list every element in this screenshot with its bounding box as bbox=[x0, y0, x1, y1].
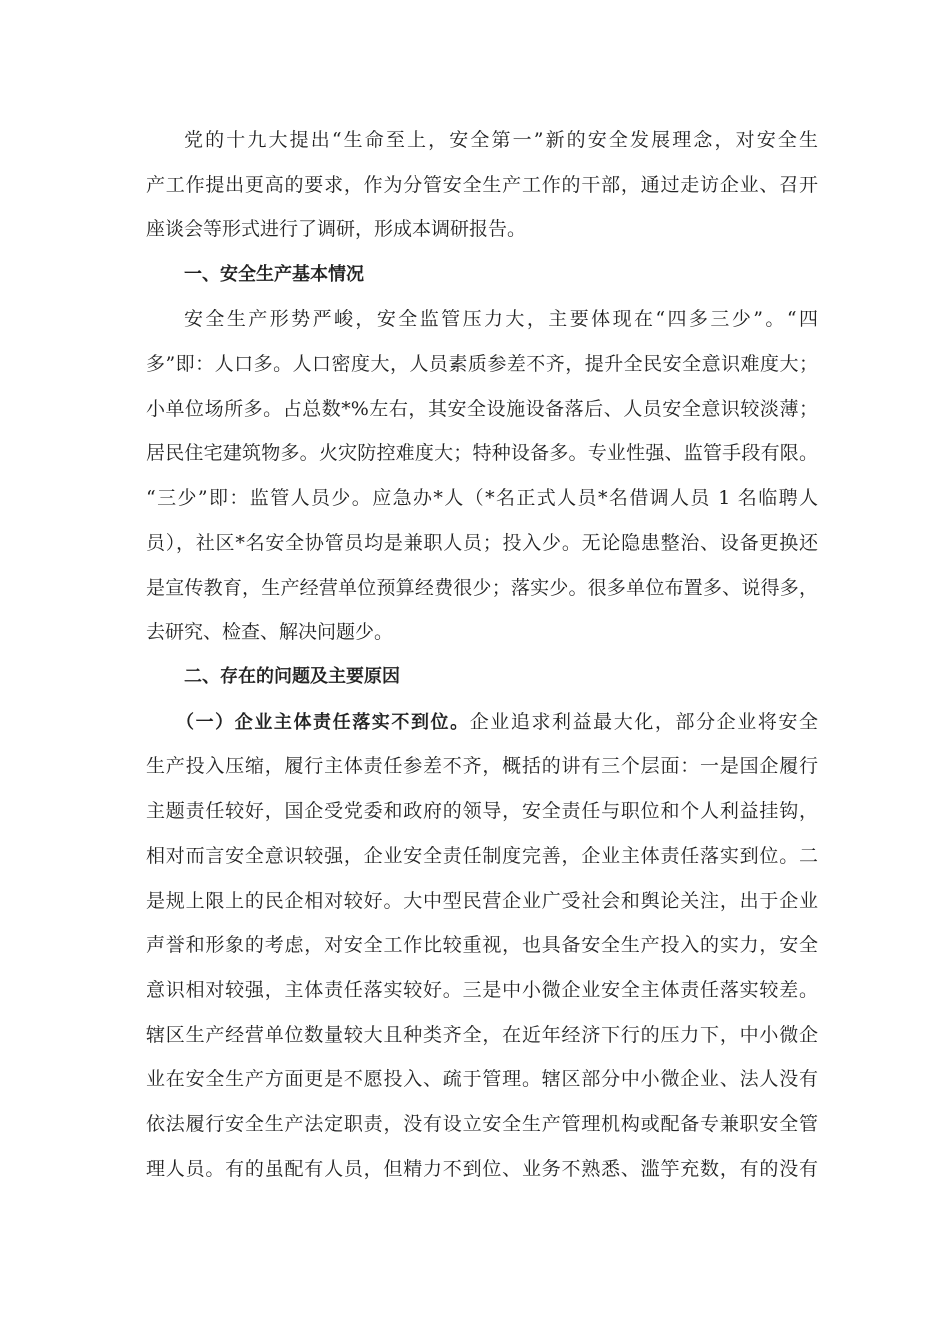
paragraph-2-line-7: 是宣传教育，生产经营单位预算经费很少；落实少。很多单位布置多、说得多， bbox=[146, 577, 818, 599]
paragraph-2-line-4: 居民住宅建筑物多。火灾防控难度大；特种设备多。专业性强、监管手段有限。 bbox=[146, 442, 818, 464]
paragraph-2-line-2: 多”即：人口多。人口密度大，人员素质参差不齐，提升全民安全意识难度大； bbox=[146, 353, 818, 375]
paragraph-2-line-5: “三少”即：监管人员少。应急办*人（*名正式人员*名借调人员 1 名临聘人 bbox=[146, 487, 818, 509]
paragraph-2-line-6: 员），社区*名安全协管员均是兼职人员；投入少。无论隐患整治、设备更换还 bbox=[146, 532, 818, 554]
paragraph-2-line-3: 小单位场所多。占总数*%左右，其安全设施设备落后、人员安全意识较淡薄； bbox=[146, 398, 818, 420]
paragraph-2-line-8: 去研究、检查、解决问题少。 bbox=[146, 621, 394, 643]
section-heading-1: 一、安全生产基本情况 bbox=[184, 264, 364, 285]
paragraph-3-line-10: 依法履行安全生产法定职责，没有设立安全生产管理机构或配备专兼职安全管 bbox=[146, 1113, 818, 1135]
paragraph-3-line-3: 主题责任较好，国企受党委和政府的领导，安全责任与职位和个人利益挂钩， bbox=[146, 800, 818, 822]
paragraph-3-line-6: 声誉和形象的考虑，对安全工作比较重视，也具备安全生产投入的实力，安全 bbox=[146, 934, 818, 956]
paragraph-2-line-1: 安全生产形势严峻，安全监管压力大，主要体现在“四多三少”。“四 bbox=[184, 308, 818, 330]
paragraph-3-line-11: 理人员。有的虽配有人员，但精力不到位、业务不熟悉、滥竽充数，有的没有 bbox=[146, 1158, 818, 1180]
paragraph-3-line-5: 是规上限上的民企相对较好。大中型民营企业广受社会和舆论关注，出于企业 bbox=[146, 890, 818, 912]
subsection-heading-1: （一）企业主体责任落实不到位。 bbox=[176, 712, 470, 733]
paragraph-3-line-7: 意识相对较强，主体责任落实较好。三是中小微企业安全主体责任落实较差。 bbox=[146, 979, 818, 1001]
paragraph-1-line-1: 党的十九大提出“生命至上，安全第一”新的安全发展理念，对安全生 bbox=[184, 129, 818, 151]
paragraph-1-line-2: 产工作提出更高的要求，作为分管安全生产工作的干部，通过走访企业、召开 bbox=[146, 174, 818, 196]
paragraph-3-line-1-rest: 企业追求利益最大化，部分企业将安全 bbox=[469, 711, 818, 733]
paragraph-3-line-9: 业在安全生产方面更是不愿投入、疏于管理。辖区部分中小微企业、法人没有 bbox=[146, 1068, 818, 1090]
paragraph-3-line-2: 生产投入压缩，履行主体责任参差不齐，概括的讲有三个层面：一是国企履行 bbox=[146, 755, 818, 777]
paragraph-3-line-8: 辖区生产经营单位数量较大且种类齐全，在近年经济下行的压力下，中小微企 bbox=[146, 1024, 818, 1046]
paragraph-3-line-1 bbox=[176, 710, 818, 735]
paragraph-1-line-3: 座谈会等形式进行了调研，形成本调研报告。 bbox=[146, 218, 527, 240]
paragraph-3-line-4: 相对而言安全意识较强，企业安全责任制度完善，企业主体责任落实到位。二 bbox=[146, 845, 818, 867]
section-heading-2: 二、存在的问题及主要原因 bbox=[184, 666, 400, 687]
